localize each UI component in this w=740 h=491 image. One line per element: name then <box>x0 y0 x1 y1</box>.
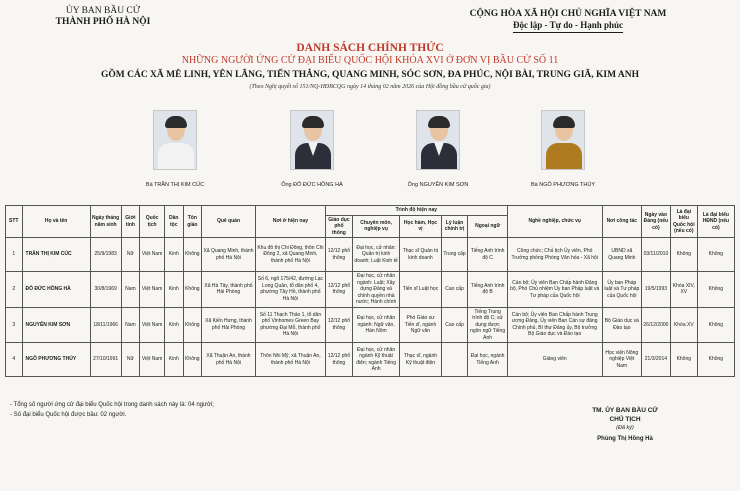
cell-dob: 30/8/1969 <box>90 272 121 308</box>
cell-dob: 25/9/1983 <box>90 238 121 272</box>
cell-occupation: Cán bộ; Ủy viên Ban Chấp hành Đảng bộ, Phó Chủ nhiệm Ủy ban Pháp luật và Tư pháp của Quốc hội <box>507 272 602 308</box>
candidate-card <box>508 110 618 188</box>
org-line-2: THÀNH PHỐ HÀ NỘI <box>55 17 151 27</box>
note-total-candidates: - Tổng số người ứng cử đại biểu Quốc hội trong danh sách này là: 04 người; <box>10 402 214 408</box>
cell-na-delegate: Không <box>670 343 697 377</box>
cell-general: 12/12 phổ thông <box>326 307 353 343</box>
cell-party-date: 19/5/1993 <box>641 272 670 308</box>
header-dob: Ngày tháng năm sinh <box>90 206 121 238</box>
table-row <box>6 343 735 377</box>
candidate-caption: Ông ĐỖ ĐỨC HỒNG HÀ <box>281 182 343 188</box>
cell-na-delegate: Khóa XIV, XV <box>670 272 697 308</box>
summary-notes <box>10 400 214 420</box>
cell-political <box>441 343 468 377</box>
cell-hometown: Xã Quang Minh, thành phố Hà Nội <box>202 238 256 272</box>
cell-specialty: Đại học, cử nhân ngành Kỹ thuật điện; ngành Tiếng Anh <box>352 343 399 377</box>
cell-dob: 18/11/1966 <box>90 307 121 343</box>
national-heading <box>448 9 688 33</box>
header-specialty: Chuyên môn, nghiệp vụ <box>352 215 399 238</box>
cell-name: TRẦN THỊ KIM CÚC <box>22 238 90 272</box>
candidate-caption: Ông NGUYỄN KIM SƠN <box>407 182 469 188</box>
cell-gender: Nam <box>121 272 140 308</box>
cell-ethnic: Kinh <box>164 307 183 343</box>
signature-title: CHỦ TỊCH <box>609 416 641 423</box>
cell-workplace: Bộ Giáo dục và Đào tạo <box>602 307 641 343</box>
header-language: Ngoại ngữ <box>468 215 507 238</box>
legal-basis: (Theo Nghị quyết số 151/NQ-HĐBCQG ngày 14 tháng 02 năm 2026 của Hội đồng bầu cử quốc gia) <box>249 84 491 90</box>
cell-stt: 3 <box>6 307 23 343</box>
document-title-block <box>0 42 740 91</box>
candidate-portrait <box>541 110 585 170</box>
candidate-portrait <box>416 110 460 170</box>
cell-nationality: Việt Nam <box>140 238 165 272</box>
cell-gender: Nam <box>121 307 140 343</box>
cell-occupation: Công chức; Chủ tịch Ủy viên, Phó Trưởng phòng Phòng Văn hóa - Xã hội <box>507 238 602 272</box>
cell-name: ĐỖ ĐỨC HỒNG HÀ <box>22 272 90 308</box>
cell-workplace: Học viện Nông nghiệp Việt Nam <box>602 343 641 377</box>
cell-council-delegate: Không <box>697 343 734 377</box>
cell-political: Trung cấp <box>441 238 468 272</box>
note-elected-count: - Số đại biểu Quốc hội được bầu: 02 người. <box>10 412 127 418</box>
cell-residence: Số 11 Thạch Thảo 1, tổ dân phố Vinhomes Green Bay phường Đại Mỗ, thành phố Hà Nội <box>255 307 325 343</box>
cell-stt: 1 <box>6 238 23 272</box>
cell-workplace: UBND xã Quang Minh <box>602 238 641 272</box>
cell-religion: Không <box>183 272 202 308</box>
cell-na-delegate: Khóa XV <box>670 307 697 343</box>
header-workplace: Nơi công tác <box>602 206 641 238</box>
cell-degree: Thạc sĩ Quản trị kinh doanh <box>400 238 441 272</box>
cell-general: 12/12 phổ thông <box>326 272 353 308</box>
cell-ethnic: Kinh <box>164 272 183 308</box>
header-nationality: Quốc tịch <box>140 206 165 238</box>
table-row <box>6 307 735 343</box>
cell-stt: 4 <box>6 343 23 377</box>
cell-specialty: Đại học, cử nhân ngành: Luật; Xây dựng Đảng và chính quyền nhà nước; Hành chính <box>352 272 399 308</box>
cell-council-delegate: Không <box>697 238 734 272</box>
cell-degree: Thạc sĩ, ngành Kỹ thuật điện <box>400 343 441 377</box>
cell-religion: Không <box>183 238 202 272</box>
document-title: DANH SÁCH CHÍNH THỨC <box>296 42 444 54</box>
header-hometown: Quê quán <box>202 206 256 238</box>
cell-religion: Không <box>183 307 202 343</box>
cell-occupation: Cán bộ; Ủy viên Ban Chấp hành Trung ương Đảng, Ủy viên Ban Cán sự đảng Chính phủ, Bí thư Đảng ủy, Bộ trưởng Bộ Giáo dục và Đào tạo <box>507 307 602 343</box>
header-education-group: Trình độ hiện nay <box>326 206 508 216</box>
issuing-organization <box>28 6 178 28</box>
cell-specialty: Đại học, cử nhân: Quản trị kinh doanh; Luật Kinh tế <box>352 238 399 272</box>
cell-ethnic: Kinh <box>164 238 183 272</box>
cell-religion: Không <box>183 343 202 377</box>
header-na-delegate: Là đại biểu Quốc hội (nếu có) <box>670 206 697 238</box>
candidate-caption: Bà NGÔ PHƯƠNG THÚY <box>530 182 595 188</box>
cell-nationality: Việt Nam <box>140 272 165 308</box>
cell-residence: Thôn Nhi Mỹ, xã Thuận An, thành phố Hà Nội <box>255 343 325 377</box>
cell-occupation: Giảng viên <box>507 343 602 377</box>
cell-party-date: 03/11/2010 <box>641 238 670 272</box>
signature-block <box>545 406 705 444</box>
header-gender: Giới tính <box>121 206 140 238</box>
candidate-card <box>383 110 493 188</box>
signature-status: (Đã ký) <box>616 425 634 431</box>
cell-specialty: Đại học, cử nhân ngành: Ngữ văn, Hán Nôm <box>352 307 399 343</box>
cell-language: Tiếng Anh trình độ C <box>468 238 507 272</box>
cell-general: 12/12 phổ thông <box>326 343 353 377</box>
cell-gender: Nữ <box>121 238 140 272</box>
candidate-caption: Bà TRẦN THỊ KIM CÚC <box>145 182 205 188</box>
cell-party-date: 26/12/2000 <box>641 307 670 343</box>
cell-council-delegate: Không <box>697 272 734 308</box>
constituency-area: GỒM CÁC XÃ MÊ LINH, YÊN LÃNG, TIẾN THẮNG, QUANG MINH, SÓC SƠN, ĐA PHÚC, NỘI BÀI, TRUNG GIÃ, KIM ANH <box>100 70 640 80</box>
table-row <box>6 272 735 308</box>
header-political: Lý luận chính trị <box>441 215 468 238</box>
candidate-photos <box>0 110 740 196</box>
cell-language: Tiếng Anh trình độ B <box>468 272 507 308</box>
cell-hometown: Xã Kiến Hưng, thành phố Hải Phòng <box>202 307 256 343</box>
document-subtitle: NHỮNG NGƯỜI ỨNG CỬ ĐẠI BIỂU QUỐC HỘI KHÓA XVI Ở ĐƠN VỊ BẦU CỬ SỐ 11 <box>181 55 559 66</box>
cell-degree: Phó Giáo sư Tiến sĩ, ngành Ngữ văn <box>400 307 441 343</box>
header-degree: Học hàm, Học vị <box>400 215 441 238</box>
cell-political: Cao cấp <box>441 272 468 308</box>
header-council-delegate: Là đại biểu HĐND (nếu có) <box>697 206 734 238</box>
header-religion: Tôn giáo <box>183 206 202 238</box>
cell-ethnic: Kinh <box>164 343 183 377</box>
cell-hometown: Xã Hà Tây, thành phố Hải Phòng <box>202 272 256 308</box>
nation-motto: Độc lập - Tự do - Hạnh phúc <box>513 20 623 33</box>
cell-degree: Tiến sĩ Luật học <box>400 272 441 308</box>
header-stt: STT <box>6 206 23 238</box>
cell-general: 12/12 phổ thông <box>326 238 353 272</box>
cell-residence: Khu đô thị Chi Đông, thôn Chi Đông 2, xã Quang Minh, thành phố Hà Nội <box>255 238 325 272</box>
header-party-date: Ngày vào Đảng (nếu có) <box>641 206 670 238</box>
header-general: Giáo dục phổ thông <box>326 215 353 238</box>
cell-party-date: 21/3/2014 <box>641 343 670 377</box>
cell-political: Cao cấp <box>441 307 468 343</box>
cell-council-delegate: Không <box>697 307 734 343</box>
header-residence: Nơi ở hiện nay <box>255 206 325 238</box>
cell-na-delegate: Không <box>670 238 697 272</box>
table-row <box>6 238 735 272</box>
cell-hometown: Xã Thuận An, thành phố Hà Nội <box>202 343 256 377</box>
cell-language: Đại học, ngành Tiếng Anh <box>468 343 507 377</box>
cell-residence: Số 6, ngõ 175/42, đường Lạc Long Quân, tổ dân phố 4, phường Tây Hồ, thành phố Hà Nội <box>255 272 325 308</box>
cell-nationality: Việt Nam <box>140 343 165 377</box>
header-name: Họ và tên <box>22 206 90 238</box>
cell-language: Tiếng Trung trình độ C; sử dụng được ngôn ngữ Tiếng Anh <box>468 307 507 343</box>
cell-name: NGUYỄN KIM SƠN <box>22 307 90 343</box>
cell-gender: Nữ <box>121 343 140 377</box>
candidate-card <box>257 110 367 188</box>
header-ethnic: Dân tộc <box>164 206 183 238</box>
nation-name: CỘNG HÒA XÃ HỘI CHỦ NGHĨA VIỆT NAM <box>469 9 667 19</box>
candidate-card <box>120 110 230 188</box>
signature-org: TM. ỦY BAN BẦU CỬ <box>592 407 658 414</box>
cell-stt: 2 <box>6 272 23 308</box>
signer-name: Phùng Thị Hồng Hà <box>597 436 653 442</box>
header-occupation: Nghề nghiệp, chức vụ <box>507 206 602 238</box>
candidate-table <box>5 205 735 377</box>
table-header-row <box>6 206 735 216</box>
candidate-portrait <box>153 110 197 170</box>
cell-dob: 27/10/1991 <box>90 343 121 377</box>
org-line-1: ỦY BAN BẦU CỬ <box>65 6 141 16</box>
cell-name: NGÔ PHƯƠNG THÚY <box>22 343 90 377</box>
cell-nationality: Việt Nam <box>140 307 165 343</box>
candidate-portrait <box>290 110 334 170</box>
cell-workplace: Ủy ban Pháp luật và Tư pháp của Quốc hội <box>602 272 641 308</box>
